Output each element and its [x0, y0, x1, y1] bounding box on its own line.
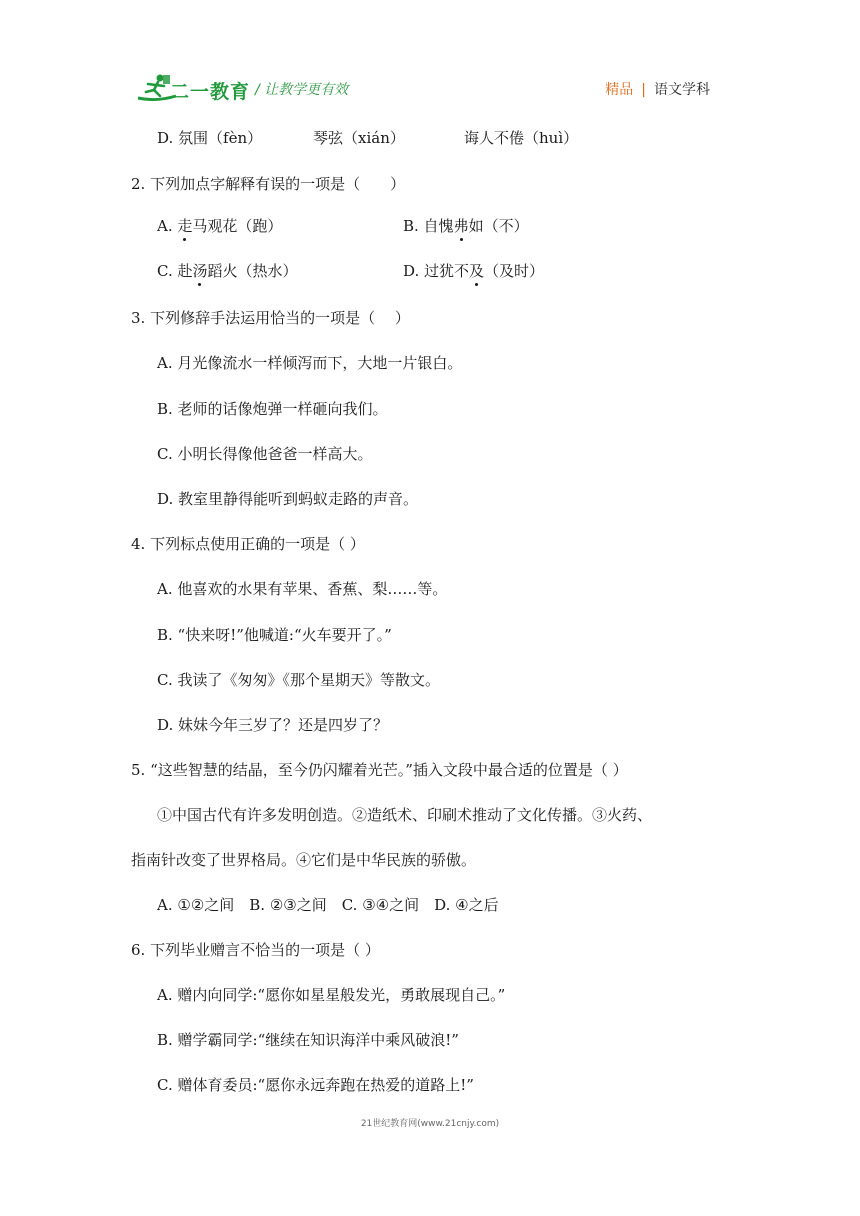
subject-label: 语文学科	[654, 82, 710, 98]
dotted-char: 汤	[192, 262, 208, 280]
q5-passage-line2: 指南针改变了世界格局。④它们是中华民族的骄傲。	[131, 851, 477, 869]
q6-option-b: B. 赠学霸同学:“继续在知识海洋中乘风破浪!”	[157, 1031, 459, 1049]
q3-option-a: A. 月光像流水一样倾泻而下，大地一片银白。	[157, 354, 463, 372]
q2-option-a: A. 走马观花（跑）	[157, 217, 283, 235]
q6-option-a: A. 赠内向同学:“愿你如星星般发光，勇敢展现自己。”	[157, 986, 506, 1004]
q4-option-a: A. 他喜欢的水果有苹果、香蕉、梨……等。	[157, 580, 448, 598]
q3-option-b: B. 老师的话像炮弹一样砸向我们。	[157, 400, 388, 418]
q3-stem: 3. 下列修辞手法运用恰当的一项是（ ）	[131, 309, 410, 327]
page-footer: 21世纪教育网(www.21cnjy.com)	[360, 1119, 500, 1129]
q4-option-c: C. 我读了《匆匆》《那个星期天》等散文。	[157, 671, 440, 689]
q2-stem: 2. 下列加点字解释有误的一项是（ ）	[131, 175, 406, 193]
q4-option-b: B. “快来呀!”他喊道:“火车要开了。”	[157, 626, 392, 644]
q1-option-d-word3: 诲人不倦（huì）	[464, 129, 579, 147]
dotted-char: 弗	[453, 217, 469, 235]
logo-text: 二一教育	[170, 81, 251, 103]
header-slogan: / 让教学更有效	[255, 82, 349, 98]
q2-option-b: B. 自愧弗如（不）	[403, 217, 529, 235]
q1-option-d: D. 氛围（fèn）	[157, 129, 263, 147]
q5-stem: 5. “这些智慧的结晶，至今仍闪耀着光芒。”插入文段中最合适的位置是（ ）	[131, 761, 628, 779]
q6-stem: 6. 下列毕业赠言不恰当的一项是（ ）	[131, 941, 380, 959]
q5-options: A. ①②之间 B. ②③之间 C. ③④之间 D. ④之后	[157, 896, 499, 914]
header-right	[605, 79, 710, 99]
q4-stem: 4. 下列标点使用正确的一项是（ ）	[131, 535, 365, 553]
q3-option-c: C. 小明长得像他爸爸一样高大。	[157, 445, 373, 463]
q4-option-d: D. 妹妹今年三岁了？还是四岁了？	[157, 716, 389, 734]
q2-option-d: D. 过犹不及（及时）	[403, 262, 545, 280]
dotted-char: 走	[177, 217, 193, 235]
dotted-char: 及	[469, 262, 485, 280]
q5-passage-line1: ①中国古代有许多发明创造。②造纸术、印刷术推动了文化传播。③火药、	[157, 806, 653, 824]
header-separator: |	[641, 82, 646, 98]
q1-option-d-word2: 琴弦（xián）	[313, 129, 405, 147]
q3-option-d: D. 教室里静得能听到蚂蚁走路的声音。	[157, 490, 419, 508]
brand-label: 精品	[605, 82, 634, 98]
page-header	[0, 0, 860, 120]
q2-option-c: C. 赴汤蹈火（热水）	[157, 262, 298, 280]
q6-option-c: C. 赠体育委员:“愿你永远奔跑在热爱的道路上!”	[157, 1076, 474, 1094]
